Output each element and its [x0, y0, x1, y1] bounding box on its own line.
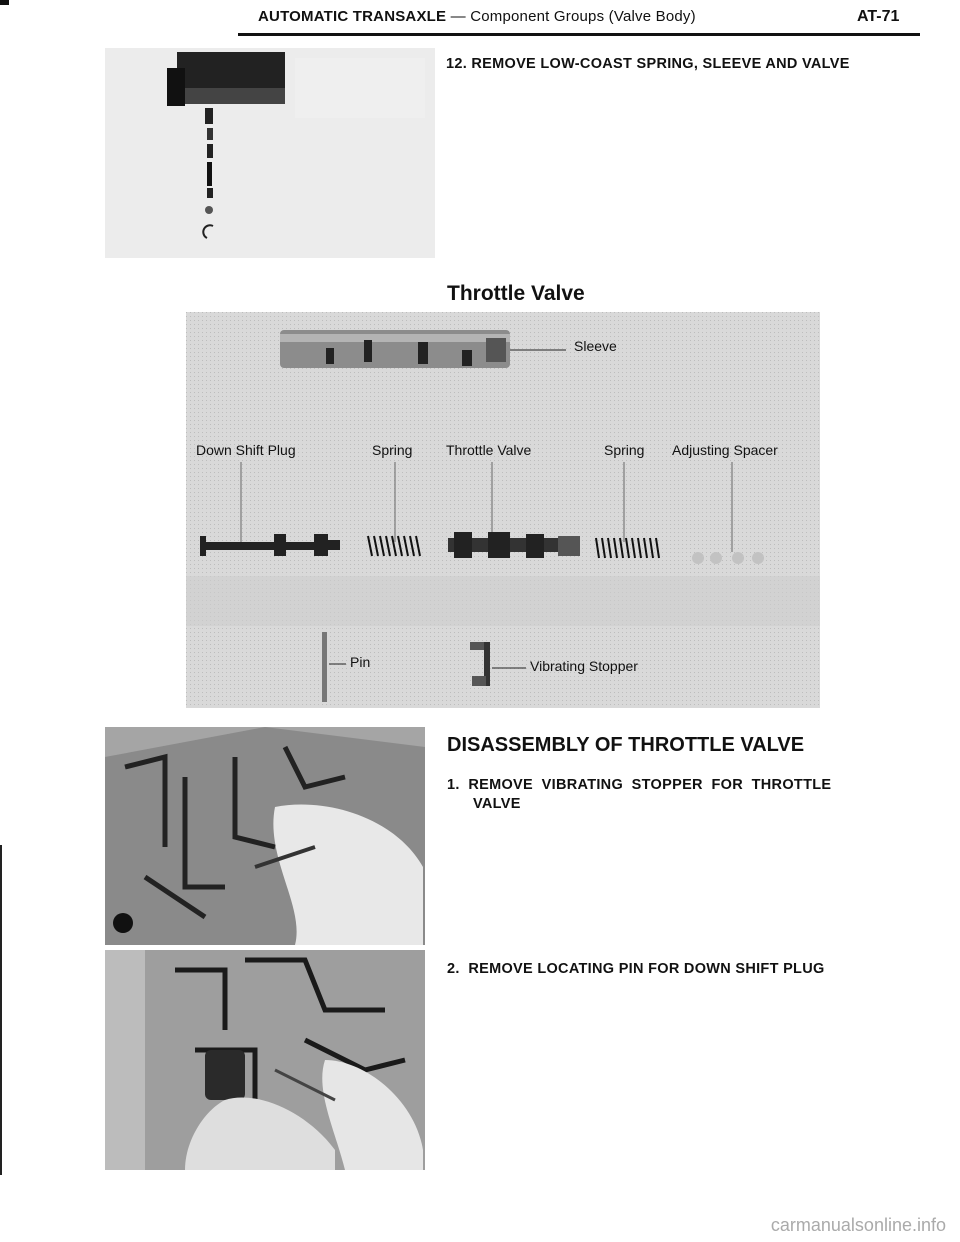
binding-edge	[0, 845, 2, 1175]
header-rule	[238, 33, 920, 36]
corner-mark	[0, 0, 9, 5]
diagram-title: Throttle Valve	[447, 282, 585, 305]
valve-body-photo-2	[105, 727, 425, 945]
label-pin: Pin	[350, 654, 371, 670]
label-down-shift-plug: Down Shift Plug	[196, 442, 296, 458]
step-12-text: 12. REMOVE LOW-COAST SPRING, SLEEVE AND VALVE	[446, 56, 850, 72]
step-2-text: 2. REMOVE LOCATING PIN FOR DOWN SHIFT PLUG	[447, 961, 825, 977]
step-1-text-line2: VALVE	[473, 796, 521, 812]
page-number: AT-71	[857, 8, 900, 25]
watermark: carmanualsonline.info	[770, 1215, 946, 1235]
label-throttle-valve: Throttle Valve	[446, 442, 532, 458]
valve-body-photo-3	[105, 950, 425, 1170]
header-title: AUTOMATIC TRANSAXLE	[258, 8, 447, 25]
throttle-valve-diagram	[186, 312, 820, 708]
step-1-text-line1: 1. REMOVE VIBRATING STOPPER FOR THROTTLE	[447, 777, 832, 793]
label-sleeve: Sleeve	[574, 338, 617, 354]
label-spring-left: Spring	[372, 442, 413, 458]
label-spring-right: Spring	[604, 442, 645, 458]
label-adjusting-spacer: Adjusting Spacer	[672, 442, 778, 458]
valve-body-photo-1	[105, 48, 435, 258]
disassembly-heading: DISASSEMBLY OF THROTTLE VALVE	[447, 734, 805, 756]
page-header-title	[258, 8, 696, 25]
label-vibrating-stopper: Vibrating Stopper	[530, 658, 638, 674]
header-subtitle: — Component Groups (Valve Body)	[450, 8, 696, 25]
